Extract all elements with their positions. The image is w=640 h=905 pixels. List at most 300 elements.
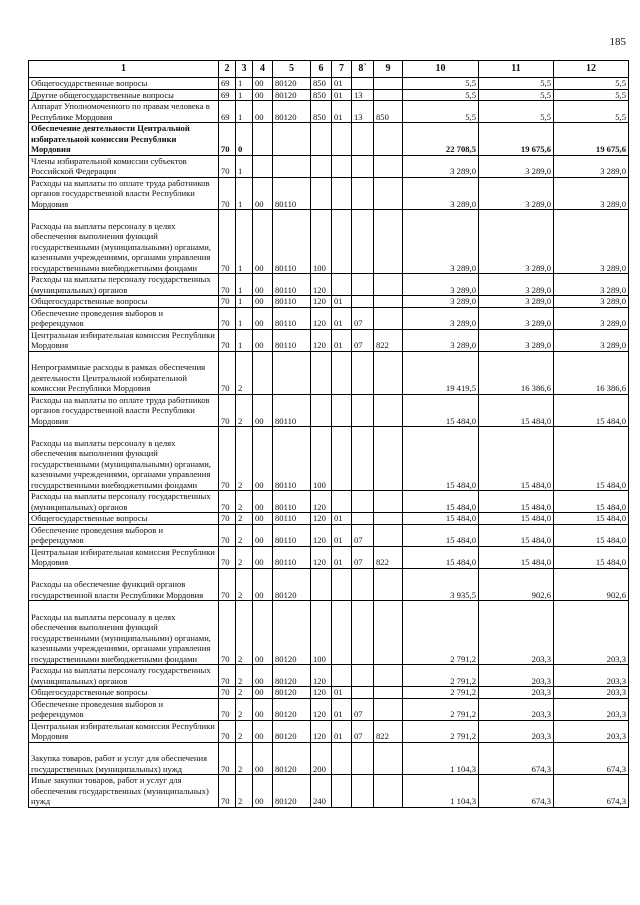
code-cell: 00 [253, 742, 273, 775]
amount-cell-11: 3 289,0 [479, 155, 554, 177]
code-cell: 1 [236, 177, 253, 210]
code-cell [352, 427, 374, 491]
code-cell: 850 [311, 101, 332, 123]
amount-cell-11: 15 484,0 [479, 513, 554, 525]
amount-cell-10: 5,5 [403, 89, 479, 101]
row-name-cell: Обеспечение проведения выборов и референдумов [29, 307, 219, 329]
budget-table [28, 60, 629, 808]
code-cell: 80110 [273, 427, 311, 491]
code-cell: 70 [219, 491, 236, 513]
code-cell: 80120 [273, 101, 311, 123]
table-row [29, 296, 629, 308]
amount-cell-11: 203,3 [479, 687, 554, 699]
code-cell [374, 427, 403, 491]
code-cell: 70 [219, 720, 236, 742]
code-cell: 850 [374, 101, 403, 123]
code-cell [253, 155, 273, 177]
row-name-cell: Общегосударственные вопросы [29, 687, 219, 699]
code-cell: 120 [311, 329, 332, 351]
code-cell [352, 601, 374, 665]
code-cell: 80110 [273, 329, 311, 351]
code-cell: 00 [253, 775, 273, 808]
code-cell: 70 [219, 427, 236, 491]
code-cell [273, 351, 311, 394]
row-name-cell: Обеспечение проведения выборов и референдумов [29, 524, 219, 546]
code-cell: 00 [253, 524, 273, 546]
amount-cell-12: 15 484,0 [554, 546, 629, 568]
amount-cell-12: 3 289,0 [554, 210, 629, 274]
code-cell: 01 [332, 101, 352, 123]
code-cell: 80120 [273, 89, 311, 101]
code-cell [273, 155, 311, 177]
code-cell [273, 123, 311, 156]
amount-cell-11: 16 386,6 [479, 351, 554, 394]
amount-cell-12: 203,3 [554, 720, 629, 742]
code-cell [374, 296, 403, 308]
amount-cell-12: 3 289,0 [554, 274, 629, 296]
amount-cell-12: 15 484,0 [554, 513, 629, 525]
code-cell [332, 568, 352, 601]
code-cell: 70 [219, 742, 236, 775]
code-cell [311, 123, 332, 156]
code-cell: 80120 [273, 568, 311, 601]
amount-cell-12: 16 386,6 [554, 351, 629, 394]
code-cell: 80120 [273, 742, 311, 775]
code-cell: 70 [219, 351, 236, 394]
amount-cell-12: 3 289,0 [554, 296, 629, 308]
amount-cell-11: 19 675,6 [479, 123, 554, 156]
code-cell [374, 307, 403, 329]
header-cell: 11 [479, 61, 554, 78]
code-cell: 80110 [273, 491, 311, 513]
amount-cell-10: 1 104,3 [403, 742, 479, 775]
amount-cell-12: 15 484,0 [554, 524, 629, 546]
amount-cell-12: 203,3 [554, 665, 629, 687]
row-name-cell: Обеспечение деятельности Центральной избирательной комиссии Республики Мордовия [29, 123, 219, 156]
code-cell: 70 [219, 524, 236, 546]
code-cell: 2 [236, 524, 253, 546]
code-cell: 200 [311, 742, 332, 775]
table-row [29, 720, 629, 742]
table-row [29, 155, 629, 177]
amount-cell-10: 15 484,0 [403, 513, 479, 525]
code-cell: 2 [236, 568, 253, 601]
table-row [29, 601, 629, 665]
code-cell: 00 [253, 274, 273, 296]
amount-cell-12: 902,6 [554, 568, 629, 601]
code-cell: 2 [236, 665, 253, 687]
code-cell [374, 394, 403, 427]
amount-cell-10: 15 484,0 [403, 394, 479, 427]
code-cell: 00 [253, 568, 273, 601]
code-cell [352, 491, 374, 513]
code-cell: 00 [253, 665, 273, 687]
code-cell [352, 394, 374, 427]
code-cell: 120 [311, 524, 332, 546]
header-cell: 9 [374, 61, 403, 78]
code-cell: 00 [253, 720, 273, 742]
amount-cell-11: 3 289,0 [479, 307, 554, 329]
table-row [29, 546, 629, 568]
code-cell: 00 [253, 546, 273, 568]
code-cell: 822 [374, 720, 403, 742]
row-name-cell: Расходы на выплаты персоналу государственных (муниципальных) органов [29, 274, 219, 296]
table-row [29, 427, 629, 491]
code-cell: 01 [332, 513, 352, 525]
code-cell: 2 [236, 687, 253, 699]
amount-cell-12: 5,5 [554, 89, 629, 101]
code-cell [253, 123, 273, 156]
code-cell: 01 [332, 524, 352, 546]
row-name-cell: Общегосударственные вопросы [29, 513, 219, 525]
code-cell: 70 [219, 665, 236, 687]
code-cell: 07 [352, 720, 374, 742]
code-cell: 1 [236, 329, 253, 351]
code-cell: 80120 [273, 665, 311, 687]
amount-cell-11: 3 289,0 [479, 274, 554, 296]
row-name-cell: Расходы на выплаты по оплате труда работников органов государственной власти Республики Мордовия [29, 177, 219, 210]
amount-cell-11: 674,3 [479, 742, 554, 775]
code-cell: 07 [352, 329, 374, 351]
header-cell: 3 [236, 61, 253, 78]
code-cell: 120 [311, 491, 332, 513]
amount-cell-10: 2 791,2 [403, 665, 479, 687]
code-cell [374, 274, 403, 296]
amount-cell-11: 3 289,0 [479, 177, 554, 210]
amount-cell-10: 1 104,3 [403, 775, 479, 808]
code-cell: 850 [311, 89, 332, 101]
code-cell: 1 [236, 78, 253, 90]
table-body [29, 78, 629, 808]
code-cell: 01 [332, 687, 352, 699]
amount-cell-12: 15 484,0 [554, 427, 629, 491]
code-cell: 80110 [273, 210, 311, 274]
table-row [29, 491, 629, 513]
code-cell: 100 [311, 427, 332, 491]
code-cell: 00 [253, 394, 273, 427]
code-cell: 80110 [273, 274, 311, 296]
code-cell [374, 698, 403, 720]
code-cell [332, 394, 352, 427]
code-cell: 2 [236, 491, 253, 513]
code-cell: 1 [236, 274, 253, 296]
table-row [29, 698, 629, 720]
code-cell: 80120 [273, 687, 311, 699]
amount-cell-11: 902,6 [479, 568, 554, 601]
code-cell: 00 [253, 427, 273, 491]
amount-cell-11: 5,5 [479, 78, 554, 90]
code-cell: 70 [219, 155, 236, 177]
code-cell [374, 491, 403, 513]
code-cell: 00 [253, 177, 273, 210]
amount-cell-11: 203,3 [479, 601, 554, 665]
code-cell: 80110 [273, 307, 311, 329]
code-cell [374, 601, 403, 665]
code-cell: 100 [311, 210, 332, 274]
code-cell: 70 [219, 687, 236, 699]
code-cell: 07 [352, 307, 374, 329]
code-cell: 822 [374, 546, 403, 568]
code-cell [311, 394, 332, 427]
code-cell: 2 [236, 351, 253, 394]
code-cell: 80110 [273, 524, 311, 546]
code-cell [352, 665, 374, 687]
code-cell: 70 [219, 601, 236, 665]
code-cell: 13 [352, 89, 374, 101]
code-cell: 850 [311, 78, 332, 90]
amount-cell-12: 3 289,0 [554, 307, 629, 329]
code-cell: 80120 [273, 601, 311, 665]
amount-cell-10: 5,5 [403, 101, 479, 123]
code-cell: 70 [219, 296, 236, 308]
amount-cell-11: 3 289,0 [479, 296, 554, 308]
code-cell: 80110 [273, 546, 311, 568]
amount-cell-11: 203,3 [479, 665, 554, 687]
row-name-cell: Центральная избирательная комиссия Республики Мордовия [29, 546, 219, 568]
code-cell [352, 351, 374, 394]
code-cell [374, 210, 403, 274]
amount-cell-11: 5,5 [479, 89, 554, 101]
code-cell: 70 [219, 698, 236, 720]
code-cell: 01 [332, 329, 352, 351]
code-cell: 70 [219, 394, 236, 427]
code-cell: 01 [332, 296, 352, 308]
code-cell: 00 [253, 210, 273, 274]
row-name-cell: Расходы на выплаты по оплате труда работников органов государственной власти Республики Мордовия [29, 394, 219, 427]
code-cell: 2 [236, 742, 253, 775]
amount-cell-10: 3 289,0 [403, 329, 479, 351]
code-cell: 00 [253, 698, 273, 720]
table-row [29, 513, 629, 525]
code-cell: 1 [236, 101, 253, 123]
row-name-cell: Обеспечение проведения выборов и референдумов [29, 698, 219, 720]
amount-cell-11: 3 289,0 [479, 210, 554, 274]
code-cell [332, 155, 352, 177]
table-row [29, 307, 629, 329]
code-cell: 69 [219, 78, 236, 90]
code-cell: 00 [253, 307, 273, 329]
code-cell [352, 775, 374, 808]
amount-cell-11: 203,3 [479, 698, 554, 720]
code-cell: 70 [219, 307, 236, 329]
amount-cell-12: 15 484,0 [554, 491, 629, 513]
code-cell [311, 155, 332, 177]
amount-cell-10: 19 419,5 [403, 351, 479, 394]
code-cell [352, 155, 374, 177]
code-cell: 01 [332, 698, 352, 720]
code-cell: 70 [219, 568, 236, 601]
code-cell: 80120 [273, 720, 311, 742]
amount-cell-10: 3 289,0 [403, 210, 479, 274]
code-cell: 2 [236, 698, 253, 720]
code-cell: 80110 [273, 513, 311, 525]
code-cell: 240 [311, 775, 332, 808]
amount-cell-11: 674,3 [479, 775, 554, 808]
amount-cell-12: 5,5 [554, 101, 629, 123]
code-cell [311, 177, 332, 210]
code-cell [374, 568, 403, 601]
code-cell [374, 351, 403, 394]
row-name-cell: Центральная избирательная комиссия Республики Мордовия [29, 329, 219, 351]
code-cell: 2 [236, 394, 253, 427]
code-cell [352, 513, 374, 525]
code-cell [352, 274, 374, 296]
amount-cell-12: 3 289,0 [554, 177, 629, 210]
code-cell: 120 [311, 665, 332, 687]
code-cell: 70 [219, 546, 236, 568]
amount-cell-10: 15 484,0 [403, 524, 479, 546]
row-name-cell: Закупка товаров, работ и услуг для обеспечения государственных (муниципальных) нужд [29, 742, 219, 775]
header-cell: 10 [403, 61, 479, 78]
code-cell [352, 296, 374, 308]
code-cell: 2 [236, 720, 253, 742]
code-cell: 70 [219, 274, 236, 296]
row-name-cell: Расходы на выплаты персоналу государственных (муниципальных) органов [29, 665, 219, 687]
amount-cell-11: 15 484,0 [479, 491, 554, 513]
table-row [29, 177, 629, 210]
amount-cell-10: 5,5 [403, 78, 479, 90]
code-cell [332, 123, 352, 156]
code-cell [374, 665, 403, 687]
code-cell [332, 427, 352, 491]
amount-cell-10: 3 289,0 [403, 296, 479, 308]
code-cell: 1 [236, 296, 253, 308]
code-cell [332, 775, 352, 808]
row-name-cell: Общегосударственные вопросы [29, 296, 219, 308]
code-cell: 120 [311, 513, 332, 525]
table-row [29, 101, 629, 123]
code-cell [253, 351, 273, 394]
amount-cell-11: 5,5 [479, 101, 554, 123]
code-cell: 1 [236, 89, 253, 101]
code-cell [374, 155, 403, 177]
code-cell [374, 687, 403, 699]
code-cell [374, 775, 403, 808]
table-row [29, 742, 629, 775]
amount-cell-10: 3 289,0 [403, 155, 479, 177]
code-cell: 120 [311, 698, 332, 720]
code-cell: 2 [236, 601, 253, 665]
header-cell: 2 [219, 61, 236, 78]
code-cell: 07 [352, 524, 374, 546]
code-cell: 70 [219, 123, 236, 156]
code-cell: 70 [219, 775, 236, 808]
code-cell [352, 78, 374, 90]
row-name-cell: Расходы на выплаты персоналу в целях обеспечения выполнения функций государственными (муниципальными) органами, казенными учреждениями, органами управления государственными внебюджетными фондами [29, 427, 219, 491]
code-cell: 13 [352, 101, 374, 123]
code-cell: 70 [219, 210, 236, 274]
header-cell: 4 [253, 61, 273, 78]
amount-cell-10: 2 791,2 [403, 720, 479, 742]
code-cell: 100 [311, 601, 332, 665]
row-name-cell: Иные закупки товаров, работ и услуг для обеспечения государственных (муниципальных) нужд [29, 775, 219, 808]
amount-cell-12: 3 289,0 [554, 155, 629, 177]
code-cell [352, 210, 374, 274]
code-cell: 1 [236, 210, 253, 274]
code-cell [374, 742, 403, 775]
table-row [29, 78, 629, 90]
table-row [29, 568, 629, 601]
code-cell: 120 [311, 687, 332, 699]
amount-cell-10: 3 289,0 [403, 274, 479, 296]
code-cell: 1 [236, 155, 253, 177]
header-row [29, 61, 629, 78]
code-cell [374, 513, 403, 525]
amount-cell-10: 2 791,2 [403, 601, 479, 665]
amount-cell-10: 3 289,0 [403, 307, 479, 329]
code-cell: 80110 [273, 394, 311, 427]
code-cell: 2 [236, 427, 253, 491]
amount-cell-10: 15 484,0 [403, 427, 479, 491]
table-row [29, 274, 629, 296]
code-cell: 70 [219, 177, 236, 210]
code-cell [374, 78, 403, 90]
code-cell [332, 601, 352, 665]
code-cell [332, 274, 352, 296]
row-name-cell: Расходы на выплаты персоналу государственных (муниципальных) органов [29, 491, 219, 513]
code-cell: 120 [311, 296, 332, 308]
code-cell [311, 351, 332, 394]
code-cell: 80120 [273, 78, 311, 90]
amount-cell-12: 203,3 [554, 698, 629, 720]
row-name-cell: Расходы на выплаты персоналу в целях обеспечения выполнения функций государственными (муниципальными) органами, казенными учреждениями, органами управления государственными внебюджетными фондами [29, 210, 219, 274]
amount-cell-10: 15 484,0 [403, 491, 479, 513]
amount-cell-10: 22 708,5 [403, 123, 479, 156]
code-cell: 80120 [273, 775, 311, 808]
row-name-cell: Расходы на выплаты персоналу в целях обеспечения выполнения функций государственными (муниципальными) органами, казенными учреждениями, органами управления государственными внебюджетными фондами [29, 601, 219, 665]
header-cell: 5 [273, 61, 311, 78]
page-number: 185 [609, 36, 626, 48]
code-cell [332, 742, 352, 775]
amount-cell-10: 2 791,2 [403, 698, 479, 720]
code-cell [332, 210, 352, 274]
code-cell: 80110 [273, 296, 311, 308]
amount-cell-12: 674,3 [554, 775, 629, 808]
row-name-cell: Аппарат Уполномоченного по правам человека в Республике Мордовия [29, 101, 219, 123]
code-cell: 80120 [273, 698, 311, 720]
code-cell: 2 [236, 775, 253, 808]
code-cell: 00 [253, 101, 273, 123]
header-cell: 1 [29, 61, 219, 78]
header-cell: 6 [311, 61, 332, 78]
amount-cell-10: 3 935,5 [403, 568, 479, 601]
code-cell [332, 351, 352, 394]
amount-cell-11: 15 484,0 [479, 394, 554, 427]
table-row [29, 329, 629, 351]
row-name-cell: Другие общегосударственные вопросы [29, 89, 219, 101]
code-cell: 69 [219, 89, 236, 101]
code-cell: 0 [236, 123, 253, 156]
amount-cell-12: 15 484,0 [554, 394, 629, 427]
code-cell: 120 [311, 720, 332, 742]
code-cell: 01 [332, 78, 352, 90]
amount-cell-12: 203,3 [554, 687, 629, 699]
table-row [29, 123, 629, 156]
code-cell [374, 123, 403, 156]
code-cell: 07 [352, 698, 374, 720]
code-cell: 00 [253, 513, 273, 525]
amount-cell-11: 3 289,0 [479, 329, 554, 351]
code-cell: 120 [311, 546, 332, 568]
code-cell: 01 [332, 720, 352, 742]
code-cell: 2 [236, 513, 253, 525]
row-name-cell: Общегосударственные вопросы [29, 78, 219, 90]
code-cell: 120 [311, 307, 332, 329]
code-cell [374, 177, 403, 210]
table-row [29, 775, 629, 808]
code-cell [352, 742, 374, 775]
code-cell: 01 [332, 546, 352, 568]
